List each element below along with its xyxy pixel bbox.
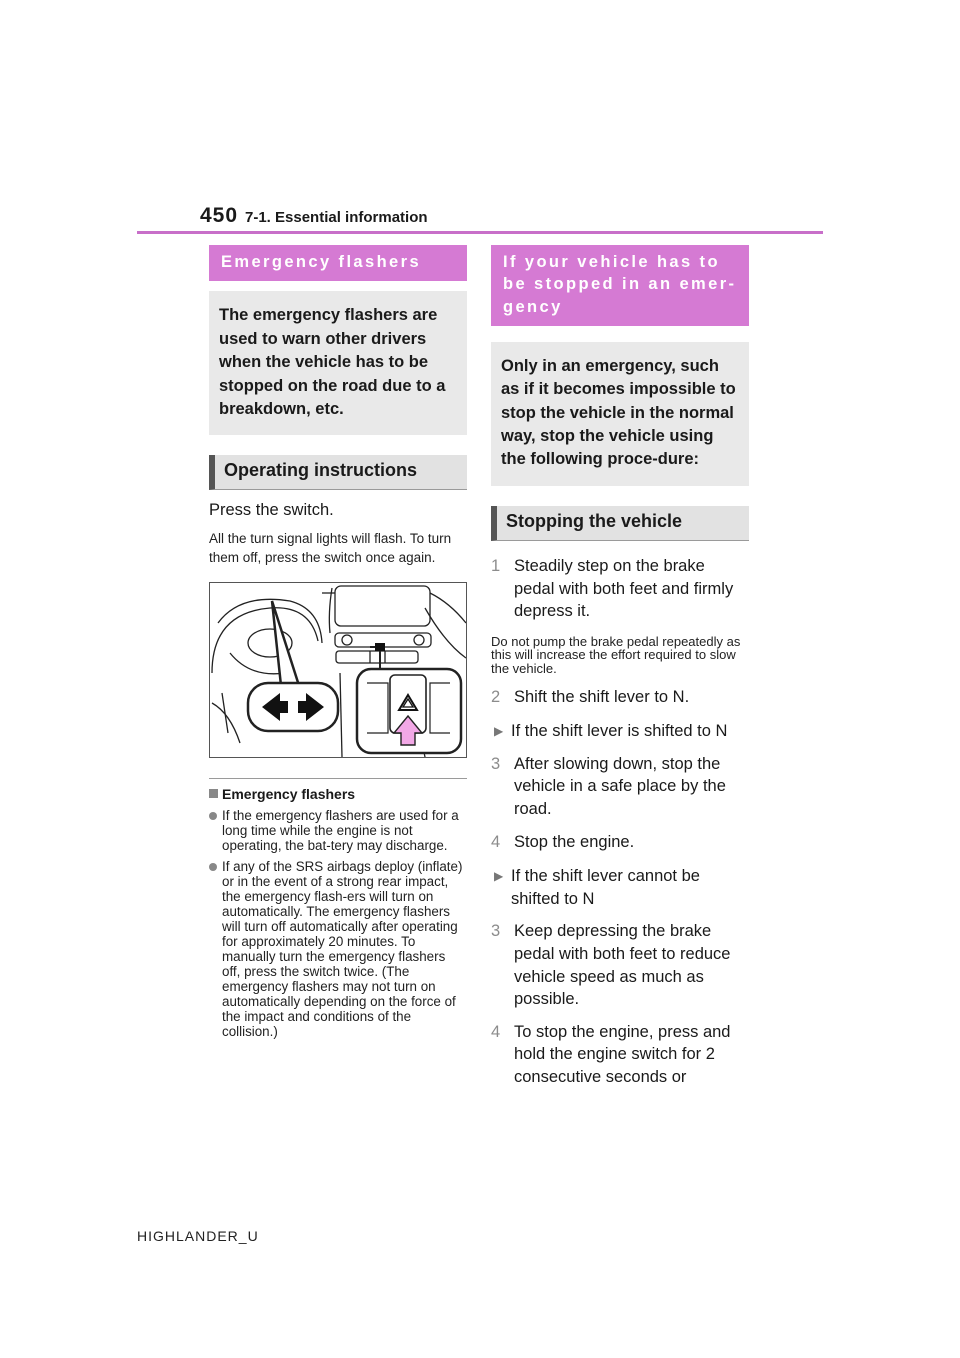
hazard-switch-illustration xyxy=(209,582,467,758)
step-item xyxy=(491,686,749,709)
step-number: 2 xyxy=(491,687,501,706)
step-item xyxy=(491,1021,749,1089)
operating-instructions-heading: Operating instructions xyxy=(209,455,467,490)
step-number: 1 xyxy=(491,556,501,575)
step-item xyxy=(491,555,749,623)
step-text: Steadily step on the brake pedal with both feet and firmly depress it. xyxy=(514,556,734,621)
triangle-bullet-icon: ▶ xyxy=(494,724,504,739)
bullet-icon xyxy=(209,863,217,871)
emergency-flashers-banner: Emergency flashers xyxy=(209,245,467,281)
step-number: 3 xyxy=(491,754,501,773)
note-item xyxy=(209,859,467,1039)
left-column xyxy=(209,245,467,1039)
press-switch-detail: All the turn signal lights will flash. To turn them off, press the switch once again. xyxy=(209,531,452,566)
condition-item xyxy=(491,720,749,743)
emergency-stop-banner: If your vehicle has to be stopped in an emer-gency xyxy=(491,245,749,326)
step-number: 4 xyxy=(491,832,501,851)
right-column xyxy=(491,245,749,1089)
step-note: Do not pump the brake pedal repeatedly as this will increase the effort required to slow the vehicle. xyxy=(491,633,741,676)
note-text: If any of the SRS airbags deploy (inflate) or in the event of a strong rear impact, the emergency flash-ers will turn on automatically. The emergency flashers will turn off automatically after operating for approximately 20 minutes. To manually turn the emergency flashers off, press the switch twice. (The emergency flashers may not turn on automatically depending on the force of the impact and conditions of the collision.) xyxy=(222,858,463,1039)
step-item xyxy=(491,831,749,854)
square-bullet-icon xyxy=(209,789,218,798)
bullet-icon xyxy=(209,812,217,820)
note-text: If the emergency flashers are used for a long time while the engine is not operating, the bat-tery may discharge. xyxy=(222,807,459,853)
triangle-bullet-icon: ▶ xyxy=(494,869,504,884)
step-text: Stop the engine. xyxy=(514,832,635,851)
step-text: To stop the engine, press and hold the engine switch for 2 consecutive seconds or xyxy=(514,1022,731,1086)
footer-model: HIGHLANDER_U xyxy=(137,1228,259,1244)
condition-item xyxy=(491,865,749,910)
condition-text: If the shift lever cannot be shifted to N xyxy=(511,867,700,908)
page-header xyxy=(0,0,960,240)
condition-text: If the shift lever is shifted to N xyxy=(511,722,728,741)
header-rule xyxy=(137,231,823,234)
page-number: 450 xyxy=(200,204,239,227)
note-item xyxy=(209,808,467,853)
emergency-stop-intro: Only in an emergency, such as if it becomes impossible to stop the vehicle in the normal way, stop the vehicle using the following proce-dure: xyxy=(491,342,749,486)
notes-rule xyxy=(209,778,467,779)
step-number: 3 xyxy=(491,922,501,941)
step-number: 4 xyxy=(491,1022,501,1041)
notes-heading-text: Emergency flashers xyxy=(222,785,356,802)
dashboard-drawing xyxy=(210,583,466,757)
stopping-vehicle-heading: Stopping the vehicle xyxy=(491,506,749,541)
notes-heading xyxy=(209,786,467,802)
step-text: After slowing down, stop the vehicle in a safe place by the road. xyxy=(514,754,726,818)
step-text: Keep depressing the brake pedal with both feet to reduce vehicle speed as much as possible. xyxy=(514,922,731,1009)
step-text: Shift the shift lever to N. xyxy=(514,687,690,706)
turn-signal-arrows-icon xyxy=(248,683,338,731)
section-title: 7-1. Essential information xyxy=(245,209,428,226)
step-item xyxy=(491,753,749,821)
callout-wedge xyxy=(272,601,302,695)
emergency-flashers-intro: The emergency flashers are used to warn other drivers when the vehicle has to be stopped on the road due to a breakdown, etc. xyxy=(209,291,467,435)
step-item xyxy=(491,920,749,1010)
press-switch-instruction: Press the switch. xyxy=(209,501,334,520)
